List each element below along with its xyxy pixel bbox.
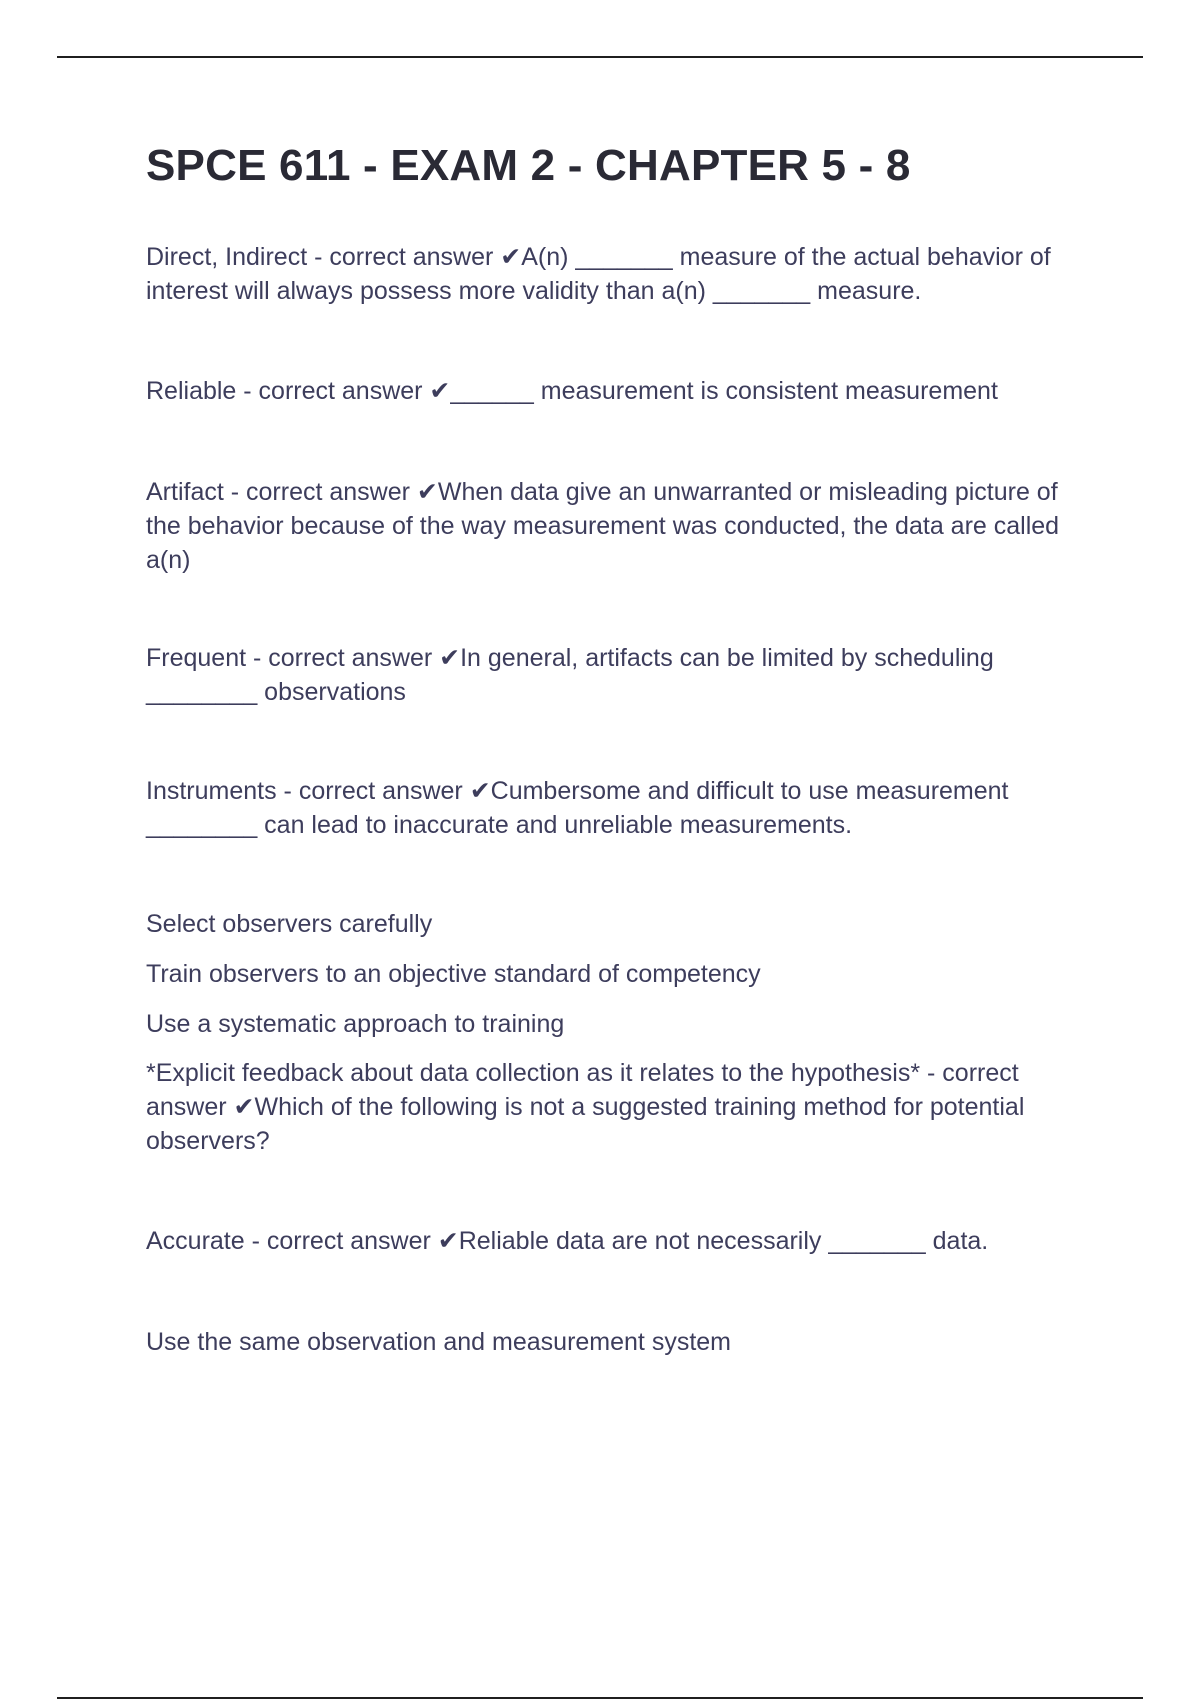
list-item-systematic-approach: Use a systematic approach to training bbox=[146, 1010, 565, 1038]
qa-artifact: Artifact - correct answer ✔When data give an unwarranted or misleading picture of the behavior because of the way measurement was conducted, the data are called a(n) bbox=[146, 478, 1060, 574]
qa-instruments: Instruments - correct answer ✔Cumbersome and difficult to use measurement ________ can lead to inaccurate and unreliable measurements. bbox=[146, 777, 1009, 839]
qa-reliable: Reliable - correct answer ✔______ measurement is consistent measurement bbox=[146, 377, 998, 405]
document-title: SPCE 611 - EXAM 2 - CHAPTER 5 - 8 bbox=[146, 141, 911, 190]
list-item-train-observers: Train observers to an objective standard of competency bbox=[146, 960, 761, 988]
qa-accurate: Accurate - correct answer ✔Reliable data are not necessarily _______ data. bbox=[146, 1227, 989, 1255]
list-item-select-observers: Select observers carefully bbox=[146, 910, 433, 938]
qa-explicit-feedback: *Explicit feedback about data collection as it relates to the hypothesis* - correct answer ✔Which of the following is not a suggested training method for potential observers? bbox=[146, 1059, 1025, 1155]
list-item-same-system: Use the same observation and measurement system bbox=[146, 1328, 731, 1356]
qa-frequent: Frequent - correct answer ✔In general, artifacts can be limited by scheduling ________ observations bbox=[146, 644, 994, 706]
bottom-divider bbox=[57, 1697, 1143, 1699]
document-body bbox=[146, 140, 1096, 1359]
qa-direct-indirect: Direct, Indirect - correct answer ✔A(n) _______ measure of the actual behavior of interest will always possess more validity than a(n) _______ measure. bbox=[146, 243, 1051, 305]
top-divider bbox=[57, 56, 1143, 58]
